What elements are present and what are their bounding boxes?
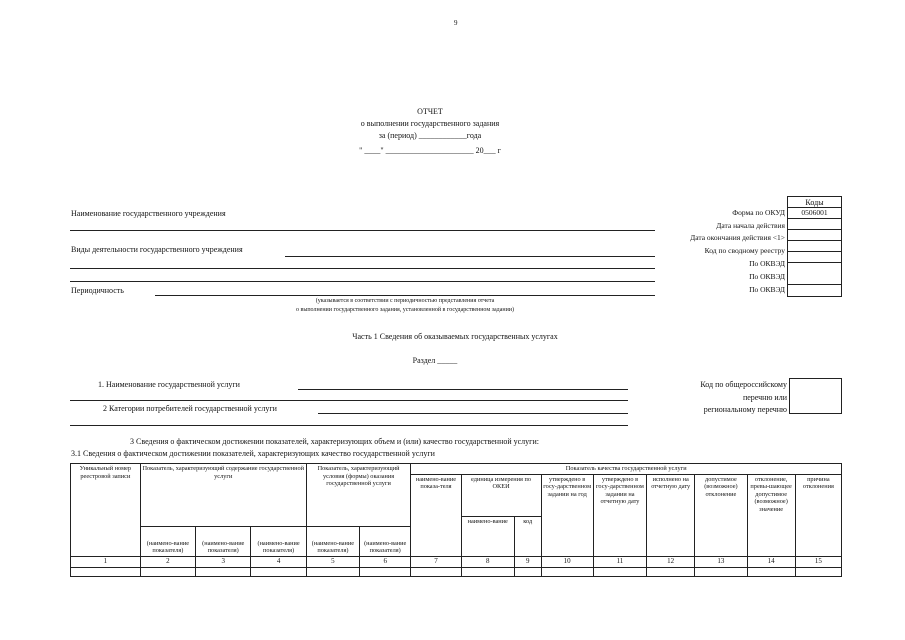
col-unit-name: наимено-вание	[461, 516, 514, 556]
data-cell	[541, 567, 593, 576]
column-number: 6	[360, 556, 411, 567]
column-number: 14	[747, 556, 795, 567]
data-cell	[647, 567, 695, 576]
registry-label: Код по сводному реестру	[704, 246, 785, 255]
service-name-label: 1. Наименование государственной услуги	[98, 380, 240, 389]
column-number: 11	[593, 556, 646, 567]
institution-name-line	[70, 230, 655, 231]
data-cell	[461, 567, 514, 576]
col-deviation-exceeding: отклонение, превы-шающее допустимое (возможное) значение	[747, 474, 795, 556]
code-label-2: перечню или	[742, 393, 787, 402]
col-deviation-allowed: допустимое (возможное) отклонение	[695, 474, 747, 556]
data-cell	[593, 567, 646, 576]
data-cell	[795, 567, 841, 576]
heading-3-1: 3.1 Сведения о фактическом достижении показателей, характеризующих качество государственной услуги	[71, 449, 435, 458]
periodicity-label: Периодичность	[71, 286, 124, 295]
column-number: 9	[514, 556, 541, 567]
data-cell	[695, 567, 747, 576]
condition-indicator-2: (наимено-вание показателя)	[360, 526, 411, 556]
okud-label: Форма по ОКУД	[732, 208, 785, 217]
quality-indicators-table	[70, 463, 842, 577]
service-code-box	[789, 378, 842, 414]
registry-value	[787, 241, 842, 252]
col-unit-code: код	[514, 516, 541, 556]
okved1-label: По ОКВЭД	[749, 259, 785, 268]
periodicity-line	[155, 295, 655, 296]
col-indicator-name: наимено-вание показа-теля	[411, 474, 461, 556]
activity-line-3	[70, 281, 655, 282]
data-cell	[251, 567, 306, 576]
column-number: 7	[411, 556, 461, 567]
data-cell	[747, 567, 795, 576]
report-subtitle: о выполнении государственного задания	[360, 119, 500, 128]
end-date-label: Дата окончания действия <1>	[690, 233, 785, 242]
report-period: за (период) ____________года	[378, 131, 482, 140]
col-content-indicator: Показатель, характеризующий содержание государственной услуги	[140, 464, 306, 527]
data-cell	[411, 567, 461, 576]
condition-indicator-1: (наимено-вание показателя)	[306, 526, 359, 556]
codes-header: Коды	[787, 196, 842, 208]
periodicity-note-1: (указывается в соответствии с периодичностью представления отчета	[315, 298, 495, 304]
okved2-value	[787, 263, 842, 285]
col-conditions-indicator: Показатель, характеризующий условия (формы) оказания государственной услуги	[306, 464, 411, 527]
col-reason: причина отклонения	[795, 474, 841, 556]
column-number: 2	[140, 556, 195, 567]
consumer-line	[318, 413, 628, 414]
heading-3: 3 Сведения о фактическом достижении показателей, характеризующих объем и (или) качество государственной услуги:	[130, 437, 539, 446]
consumer-line-2	[70, 425, 628, 426]
okved2-label: По ОКВЭД	[749, 272, 785, 281]
column-number: 12	[647, 556, 695, 567]
part1-title: Часть 1 Сведения об оказываемых государственных услугах	[352, 332, 558, 341]
start-date-value	[787, 219, 842, 230]
institution-name-label: Наименование государственного учреждения	[71, 209, 226, 218]
column-number: 1	[71, 556, 141, 567]
column-number: 4	[251, 556, 306, 567]
service-name-line	[298, 389, 628, 390]
report-title: ОТЧЕТ	[417, 107, 443, 116]
column-number: 13	[695, 556, 747, 567]
code-label-3: региональному перечню	[703, 405, 787, 414]
start-date-label: Дата начала действия	[716, 221, 785, 230]
data-cell	[306, 567, 359, 576]
okved1-value	[787, 252, 842, 263]
content-indicator-3: (наимено-вание показателя)	[251, 526, 306, 556]
col-approved-year: утверждено в госу-дарственном задании на год	[541, 474, 593, 556]
okved3-value	[787, 285, 842, 297]
content-indicator-2: (наимено-вание показателя)	[196, 526, 251, 556]
activity-types-label: Виды деятельности государственного учреждения	[71, 245, 243, 254]
activity-line-2	[70, 268, 655, 269]
column-number: 8	[461, 556, 514, 567]
data-cell	[196, 567, 251, 576]
okud-value: 0506001	[787, 208, 842, 219]
column-number: 5	[306, 556, 359, 567]
periodicity-note-2: о выполнении государственного задания, установленной в государственном задании)	[295, 307, 514, 313]
consumer-category-label: 2 Категории потребителей государственной услуги	[103, 404, 277, 413]
report-date: " ____" ______________________ 20___ г	[359, 146, 501, 155]
content-indicator-1: (наимено-вание показателя)	[140, 526, 195, 556]
data-cell	[71, 567, 141, 576]
section-label: Раздел _____	[412, 356, 458, 365]
column-number: 10	[541, 556, 593, 567]
page-number: 9	[454, 19, 458, 27]
activity-line-1	[285, 256, 655, 257]
code-label-1: Код по общероссийскому	[700, 380, 787, 389]
col-unique-number: Уникальный номер реестровой записи	[71, 464, 141, 557]
col-executed: исполнено на отчетную дату	[647, 474, 695, 556]
okved3-label: По ОКВЭД	[749, 285, 785, 294]
col-approved-date: утверждено в госу-дарственном задании на отчетную дату	[593, 474, 646, 556]
end-date-value	[787, 230, 842, 241]
data-cell	[514, 567, 541, 576]
column-number: 15	[795, 556, 841, 567]
data-cell	[140, 567, 195, 576]
service-name-line-2	[70, 400, 628, 401]
col-quality-indicator: Показатель качества государственной услуги	[411, 464, 842, 475]
column-number: 3	[196, 556, 251, 567]
data-cell	[360, 567, 411, 576]
col-unit-okei: единица измерения по ОКЕИ	[461, 474, 541, 516]
